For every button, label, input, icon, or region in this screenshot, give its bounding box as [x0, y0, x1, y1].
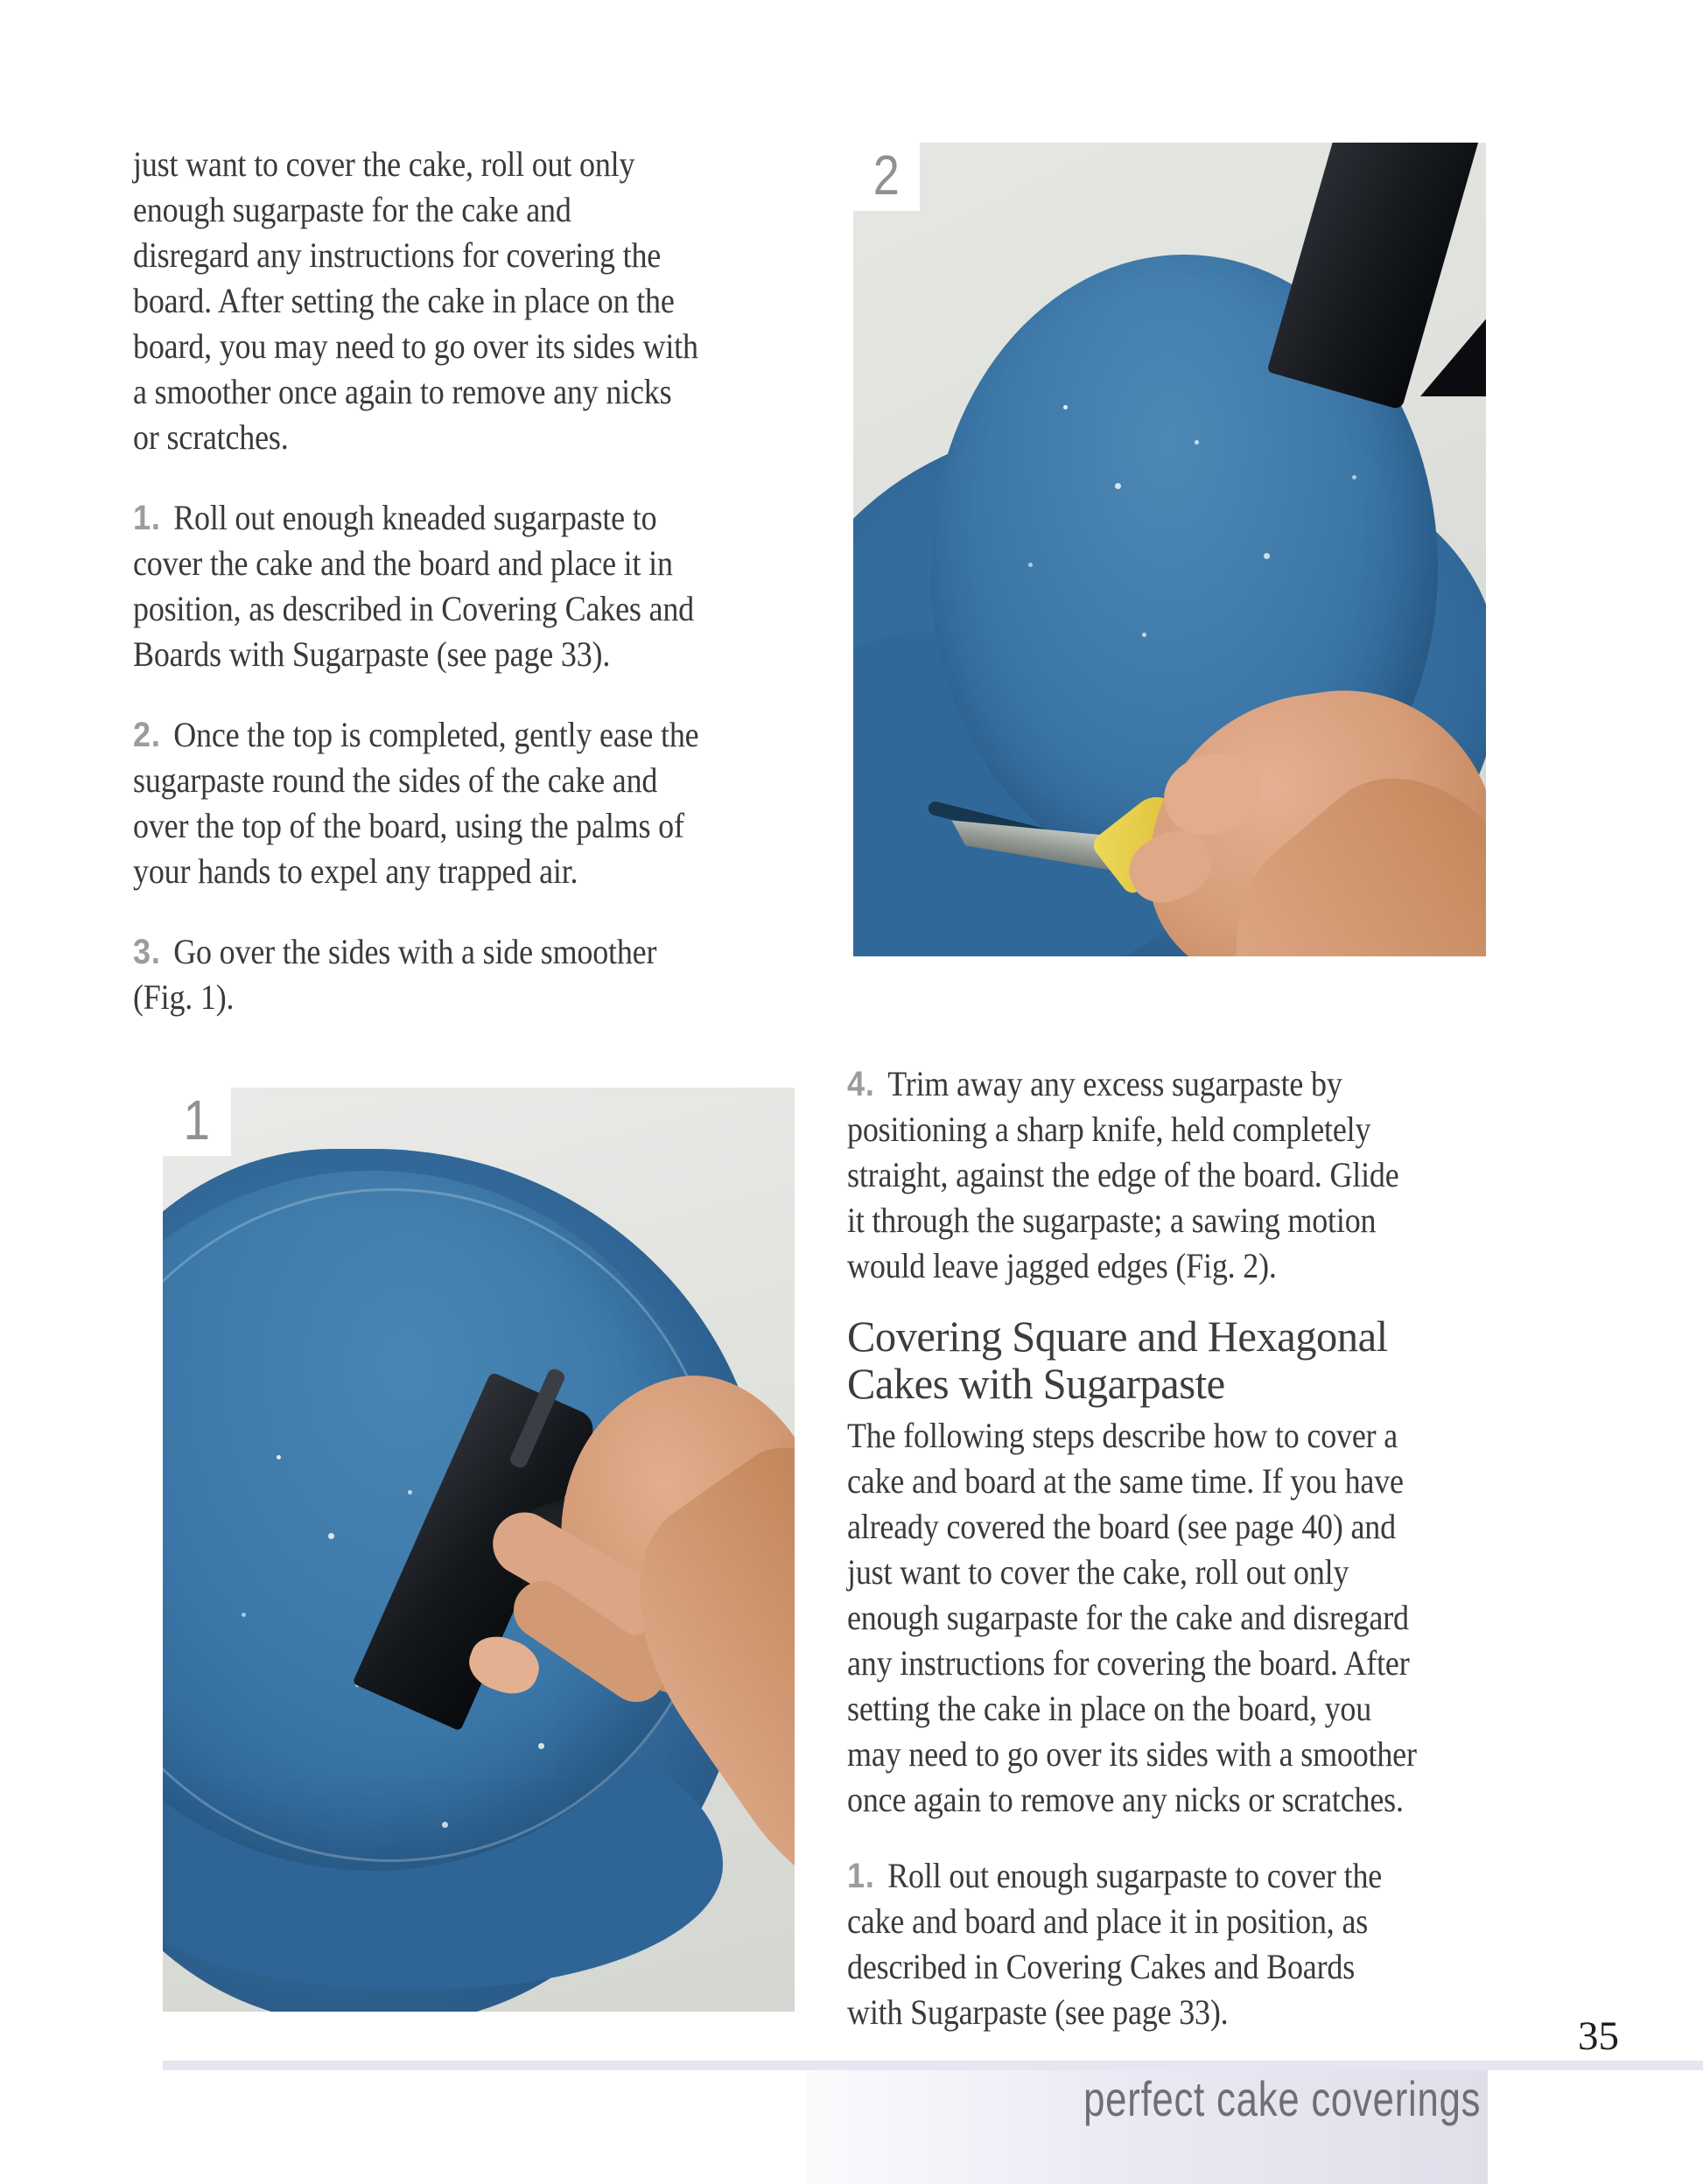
step-line: it through the sugarpaste; a sawing motion — [847, 1200, 1377, 1240]
figure-2-label: 2 — [873, 144, 901, 206]
paragraph-line: may need to go over its sides with a smoother — [847, 1734, 1417, 1774]
heading-line: Covering Square and Hexagonal — [847, 1312, 1388, 1361]
step-number: 1. — [847, 1857, 875, 1895]
step-line: over the top of the board, using the palms of — [133, 806, 684, 845]
paragraph-line: setting the cake in place on the board, you — [847, 1689, 1372, 1728]
step-line — [133, 495, 694, 541]
step-line: position, as described in Covering Cakes and — [133, 589, 694, 628]
step-text: Roll out enough sugarpaste to cover the — [887, 1856, 1383, 1895]
figure-1-photo — [163, 1088, 795, 2012]
section-heading — [847, 1312, 1405, 1407]
paragraph-line: any instructions for covering the board. After — [847, 1643, 1410, 1683]
figure-label-box — [853, 143, 920, 211]
step-4-right — [847, 1061, 1461, 1289]
footer-accent-bar — [163, 2061, 1703, 2070]
step-number: 4. — [847, 1065, 875, 1103]
paragraph-line: or scratches. — [133, 417, 289, 457]
page-number: 35 — [1578, 2013, 1619, 2059]
step-line: straight, against the edge of the board. Glide — [847, 1155, 1399, 1194]
step-line: cake and board and place it in position, as — [847, 1901, 1369, 1941]
step-1-left — [133, 495, 756, 677]
step-line: positioning a sharp knife, held completely — [847, 1110, 1371, 1149]
step-number: 1. — [133, 499, 161, 537]
footer-accent-box — [805, 2070, 1488, 2184]
step-line: (Fig. 1). — [133, 977, 235, 1017]
black-smoother-base — [1420, 296, 1486, 396]
paragraph-line: just want to cover the cake, roll out only — [133, 144, 635, 184]
paragraph-line: board, you may need to go over its sides with — [133, 326, 698, 366]
step-line — [133, 929, 656, 975]
step-line — [847, 1061, 1399, 1107]
step-text: Go over the sides with a side smoother — [173, 932, 657, 971]
step-text: Trim away any excess sugarpaste by — [887, 1064, 1342, 1103]
step-line: Boards with Sugarpaste (see page 33). — [133, 634, 611, 674]
step-2-left — [133, 712, 761, 894]
step-3-left — [133, 929, 715, 1020]
figure-1-label: 1 — [183, 1088, 211, 1152]
sugar-speckles — [1063, 405, 1068, 410]
step-line: cover the cake and the board and place it in — [133, 543, 673, 583]
step-text: Once the top is completed, gently ease the — [173, 715, 699, 754]
step-line — [847, 1853, 1382, 1899]
paragraph-line: enough sugarpaste for the cake and disregard — [847, 1598, 1409, 1637]
step-number: 2. — [133, 716, 161, 754]
paragraph-line: a smoother once again to remove any nicks — [133, 372, 672, 411]
paragraph-line: cake and board at the same time. If you have — [847, 1461, 1404, 1501]
paragraph-line: disregard any instructions for covering the — [133, 235, 662, 275]
footer-strapline: perfect cake coverings — [1083, 2071, 1481, 2126]
paragraph-line: board. After setting the cake in place on the — [133, 281, 675, 320]
paragraph-line: The following steps describe how to cover a — [847, 1416, 1398, 1455]
section-paragraph — [847, 1413, 1480, 1823]
step-line: with Sugarpaste (see page 33). — [847, 1992, 1229, 2032]
figure-2-photo — [853, 143, 1486, 956]
intro-paragraph — [133, 142, 761, 460]
step-text: Roll out enough kneaded sugarpaste to — [173, 498, 657, 537]
heading-line: Cakes with Sugarpaste — [847, 1359, 1225, 1408]
step-number: 3. — [133, 933, 161, 971]
step-line: described in Covering Cakes and Boards — [847, 1947, 1356, 1986]
step-line: would leave jagged edges (Fig. 2). — [847, 1246, 1277, 1285]
paragraph-line: just want to cover the cake, roll out only — [847, 1552, 1349, 1592]
step-line — [133, 712, 698, 758]
paragraph-line: enough sugarpaste for the cake and — [133, 190, 571, 229]
step-line: sugarpaste round the sides of the cake and — [133, 760, 658, 800]
step-1-right — [847, 1853, 1441, 2035]
sugar-speckles — [277, 1455, 281, 1460]
paragraph-line: once again to remove any nicks or scratches. — [847, 1780, 1404, 1819]
step-line: your hands to expel any trapped air. — [133, 851, 578, 891]
paragraph-line: already covered the board (see page 40) and — [847, 1507, 1396, 1546]
figure-label-box — [163, 1088, 231, 1156]
